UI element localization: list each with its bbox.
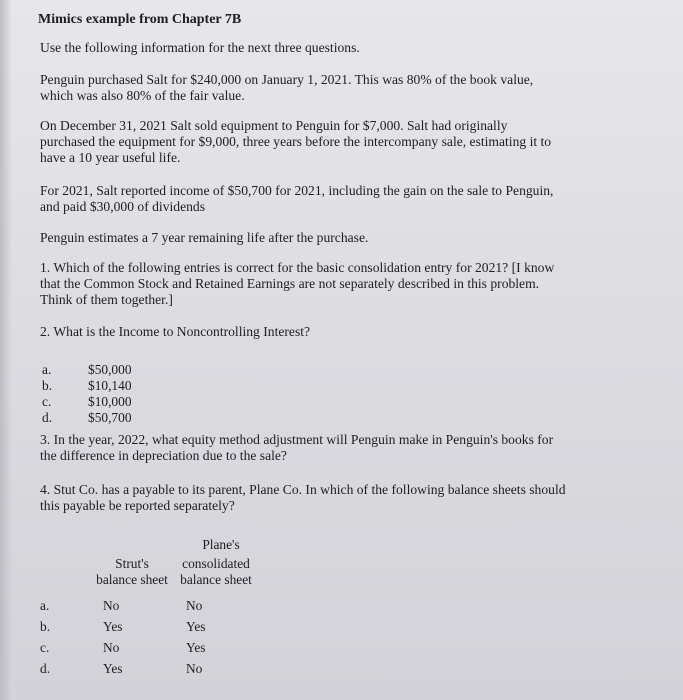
row-col2: No <box>186 598 203 613</box>
row-col2: Yes <box>186 640 206 655</box>
question-1 <box>40 260 554 308</box>
text-line: the difference in depreciation due to the sale? <box>40 448 287 463</box>
row-col1: No <box>103 640 120 655</box>
row-col2: Yes <box>186 619 206 634</box>
text-line: 1. Which of the following entries is correct for the basic consolidation entry for 2021? [I know <box>40 260 555 275</box>
text-line: On December 31, 2021 Salt sold equipment to Penguin for $7,000. Salt had originally <box>40 118 508 133</box>
text-line: and paid $30,000 of dividends <box>40 199 205 214</box>
text-line: For 2021, Salt reported income of $50,700 for 2021, including the gain on the sale to Penguin, <box>40 183 554 198</box>
option-text: $10,000 <box>88 394 132 409</box>
text-line: 2. What is the Income to Noncontrolling Interest? <box>40 324 311 339</box>
intro-text: Use the following information for the next three questions. <box>40 40 360 55</box>
text-line: have a 10 year useful life. <box>40 150 181 165</box>
text-line: which was also 80% of the fair value. <box>40 88 245 103</box>
header-line: consolidated <box>182 556 250 571</box>
text-line: Penguin purchased Salt for $240,000 on January 1, 2021. This was 80% of the book value, <box>40 72 534 87</box>
row-letter: b. <box>40 619 51 634</box>
col2-header <box>176 537 266 553</box>
text-line: Penguin estimates a 7 year remaining life after the purchase. <box>40 230 369 245</box>
paragraph-purchase <box>40 72 533 104</box>
text-line: this payable be reported separately? <box>40 498 235 513</box>
paragraph-equipment-sale <box>40 118 551 166</box>
question-2 <box>40 324 310 340</box>
col2-header-rest <box>166 556 266 588</box>
option-letter: a. <box>42 362 52 377</box>
option-text: $50,700 <box>88 410 132 425</box>
text-line: 4. Stut Co. has a payable to its parent, Plane Co. In which of the following balance sheets should <box>40 482 566 497</box>
col1-header <box>97 556 167 588</box>
text-line: 3. In the year, 2022, what equity method adjustment will Penguin make in Penguin's books for <box>40 432 554 447</box>
row-col1: No <box>103 598 120 613</box>
row-col2: No <box>186 661 203 676</box>
row-letter: a. <box>40 598 50 613</box>
option-letter: d. <box>42 410 53 425</box>
header-line: balance sheet <box>96 572 168 587</box>
option-letter: c. <box>42 394 52 409</box>
question-3 <box>40 432 553 464</box>
page-title: Mimics example from Chapter 7B <box>38 12 242 27</box>
question-4 <box>40 482 566 514</box>
paragraph-income <box>40 183 553 215</box>
row-letter: c. <box>40 640 50 655</box>
paragraph-remaining-life <box>40 230 368 246</box>
header-line: balance sheet <box>180 572 252 587</box>
row-col1: Yes <box>103 661 123 676</box>
text-line: that the Common Stock and Retained Earnings are not separately described in this problem. <box>40 276 540 291</box>
option-text: $50,000 <box>88 362 132 377</box>
row-letter: d. <box>40 661 51 676</box>
row-col1: Yes <box>103 619 123 634</box>
text-line: Think of them together.] <box>40 292 173 307</box>
option-text: $10,140 <box>88 378 132 393</box>
option-letter: b. <box>42 378 53 393</box>
header-line: Strut's <box>115 556 149 571</box>
page-shadow <box>0 0 12 700</box>
header-line: Plane's <box>202 537 240 552</box>
text-line: purchased the equipment for $9,000, three years before the intercompany sale, estimating it to <box>40 134 552 149</box>
